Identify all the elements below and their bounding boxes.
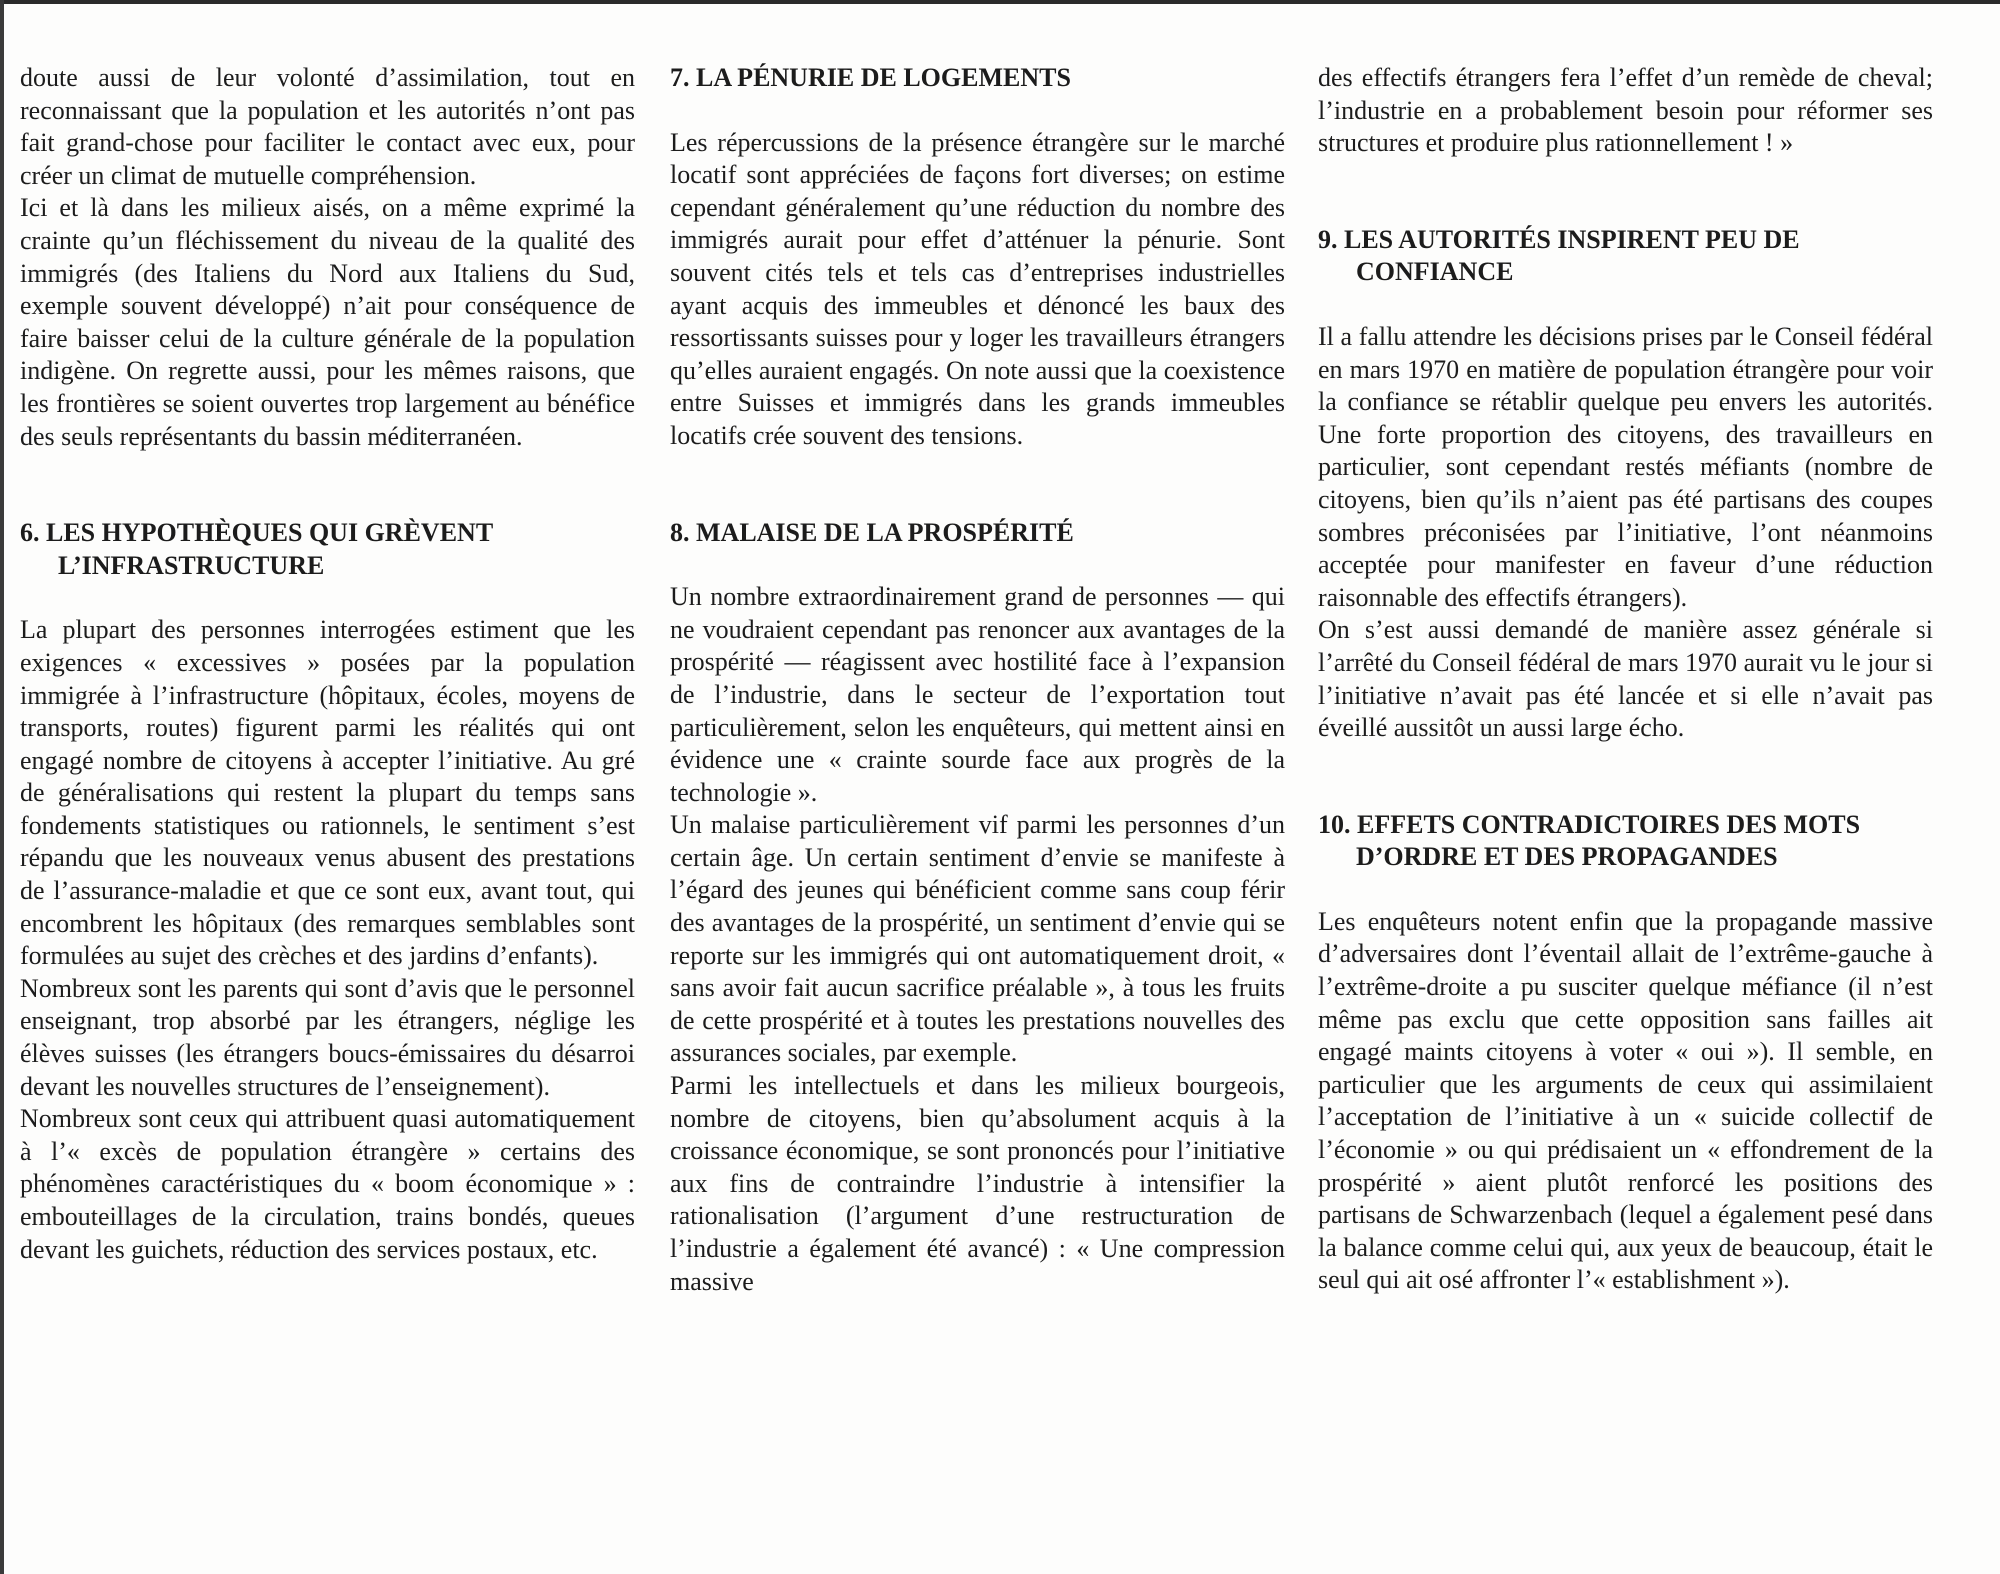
paragraph: Nombreux sont les parents qui sont d’avis que le personnel enseignant, trop absorbé par les étrangers, néglige les élèves suisses (les étrangers boucs-émissaires du désarroi devant les nouvelles structures de l’enseignement). bbox=[20, 973, 635, 1101]
page-edge bbox=[0, 0, 4, 1574]
text-column-1 bbox=[20, 62, 635, 1266]
paragraph: Un malaise particulièrement vif parmi les personnes d’un certain âge. Un certain sentiment d’envie se manifeste à l’égard des jeunes qui bénéficient comme sans coup férir des avantages de la prospérité, un sentiment d’envie qui se reporte sur les immigrés qui ont automatiquement droit, « sans avoir fait aucun sacrifice préalable », à tous les fruits de cette prospérité et à toutes les prestations nouvelles des assurances sociales, par exemple. bbox=[670, 810, 1285, 1068]
paragraph: Nombreux sont ceux qui attribuent quasi automatiquement à l’« excès de population étrangère » certains des phénomènes caractéristiques du « boom économique » : embouteillages de la circulation, trains bondés, queues devant les guichets, réduction des services postaux, etc. bbox=[20, 1104, 635, 1264]
top-rule bbox=[0, 0, 2000, 4]
paragraph: Il a fallu attendre les décisions prises par le Conseil fédéral en mars 1970 en matière de population étrangère pour voir la confiance se rétablir quelque peu envers les autorités. Une forte proportion des citoyens, des travailleurs en particulier, sont cependant restés méfiants (nombre de citoyens, bien qu’ils n’aient pas été partisans des coupes sombres préconisées par l’initiative, l’ont néanmoins acceptée pour manifester en faveur d’une réduction raisonnable des effectifs étrangers). bbox=[1318, 321, 1933, 612]
section-heading-7: 7. LA PÉNURIE DE LOGEMENTS bbox=[670, 63, 1071, 92]
paragraph: On s’est aussi demandé de manière assez générale si l’arrêté du Conseil fédéral de mars 1970 aurait vu le jour si l’initiative n’avait pas été lancée et si elle n’avait pas éveillé aussitôt un aussi large écho. bbox=[1318, 615, 1933, 743]
paragraph: Les enquêteurs notent enfin que la propagande massive d’adversaires dont l’éventail allait de l’extrême-gauche à l’extrême-droite a pu susciter quelque méfiance (il n’est même pas exclu que cette opposition sans failles ait engagé maints citoyens à voter « oui »). Il semble, en particulier que les arguments de ceux qui assimilaient l’acceptation de l’initiative à un « suicide collectif de l’économie » ou qui prédisaient un « effondrement de la prospérité » aient plutôt renforcé les positions des partisans de Schwarzenbach (lequel a également pesé dans la balance comme celui qui, aux yeux de beaucoup, était le seul qui ait osé affronter l’« establishment »). bbox=[1318, 906, 1933, 1295]
text-column-2 bbox=[670, 62, 1285, 1298]
paragraph: doute aussi de leur volonté d’assimilation, tout en reconnaissant que la population et les autorités n’ont pas fait grand-chose pour faciliter le contact avec eux, pour créer un climat de mutuelle compréhension. bbox=[20, 63, 635, 190]
paragraph: Un nombre extraordinairement grand de personnes — qui ne voudraient cependant pas renoncer aux avantages de la prospérité — réagissent avec hostilité face à l’expansion de l’industrie, dans le secteur de l’exportation tout particulièrement, selon les enquêteurs, qui mettent ainsi en évidence une « crainte sourde face aux progrès de la technologie ». bbox=[670, 582, 1285, 807]
paragraph: des effectifs étrangers fera l’effet d’un remède de cheval; l’industrie en a probablement besoin pour réformer ses structures et produire plus rationnellement ! » bbox=[1318, 63, 1933, 158]
section-heading-10: 10. EFFETS CONTRADICTOIRES DES MOTS D’ORDRE ET DES PROPAGANDES bbox=[1318, 809, 1861, 872]
section-heading-8: 8. MALAISE DE LA PROSPÉRITÉ bbox=[670, 517, 1074, 547]
paragraph: La plupart des personnes interrogées estiment que les exigences « excessives » posées par la population immigrée à l’infrastructure (hôpitaux, écoles, moyens de transports, routes) figurent parmi les réalités qui ont engagé nombre de citoyens à accepter l’initiative. Au gré de généralisations qui restent la plupart du temps sans fondements statistiques ou rationnels, le sentiment s’est répandu que les nouveaux venus abusent des prestations de l’assurance-maladie et que ce sont eux, avant tout, qui encombrent les hôpitaux (des remarques semblables sont formulées au sujet des crèches et des jardins d’enfants). bbox=[20, 615, 635, 971]
paragraph: Les répercussions de la présence étrangère sur le marché locatif sont appréciées de façons fort diverses; on estime cependant généralement qu’une réduction du nombre des immigrés aurait pour effet d’atténuer la pénurie. Sont souvent cités tels et tels cas d’entreprises industrielles ayant acquis des immeubles et dénoncé les baux des ressortissants suisses pour y loger les travailleurs étrangers qu’elles auraient engagés. On note aussi que la coexistence entre Suisses et immigrés dans les grands immeubles locatifs crée souvent des tensions. bbox=[670, 127, 1285, 450]
text-column-3 bbox=[1318, 62, 1933, 1297]
paragraph: Parmi les intellectuels et dans les milieux bourgeois, nombre de citoyens, bien qu’absolument acquis à la croissance économique, se sont prononcés pour l’initiative aux fins de contraindre l’industrie à intensifier la rationalisation (l’argument d’une restructuration de l’industrie a également été avancé) : « Une compression massive bbox=[670, 1071, 1285, 1296]
section-heading-6: 6. LES HYPOTHÈQUES QUI GRÈVENT L’INFRASTRUCTURE bbox=[20, 518, 493, 580]
paragraph: Ici et là dans les milieux aisés, on a même exprimé la crainte qu’un fléchissement du niveau de la qualité des immigrés (des Italiens du Nord aux Italiens du Sud, exemple souvent développé) n’ait pour conséquence de faire baisser celui de la culture générale de la population indigène. On regrette aussi, pour les mêmes raisons, que les frontières se soient ouvertes trop largement au bénéfice des seuls représentants du bassin méditerranéen. bbox=[20, 193, 635, 451]
section-heading-9: 9. LES AUTORITÉS INSPIRENT PEU DE CONFIANCE bbox=[1318, 224, 1800, 287]
